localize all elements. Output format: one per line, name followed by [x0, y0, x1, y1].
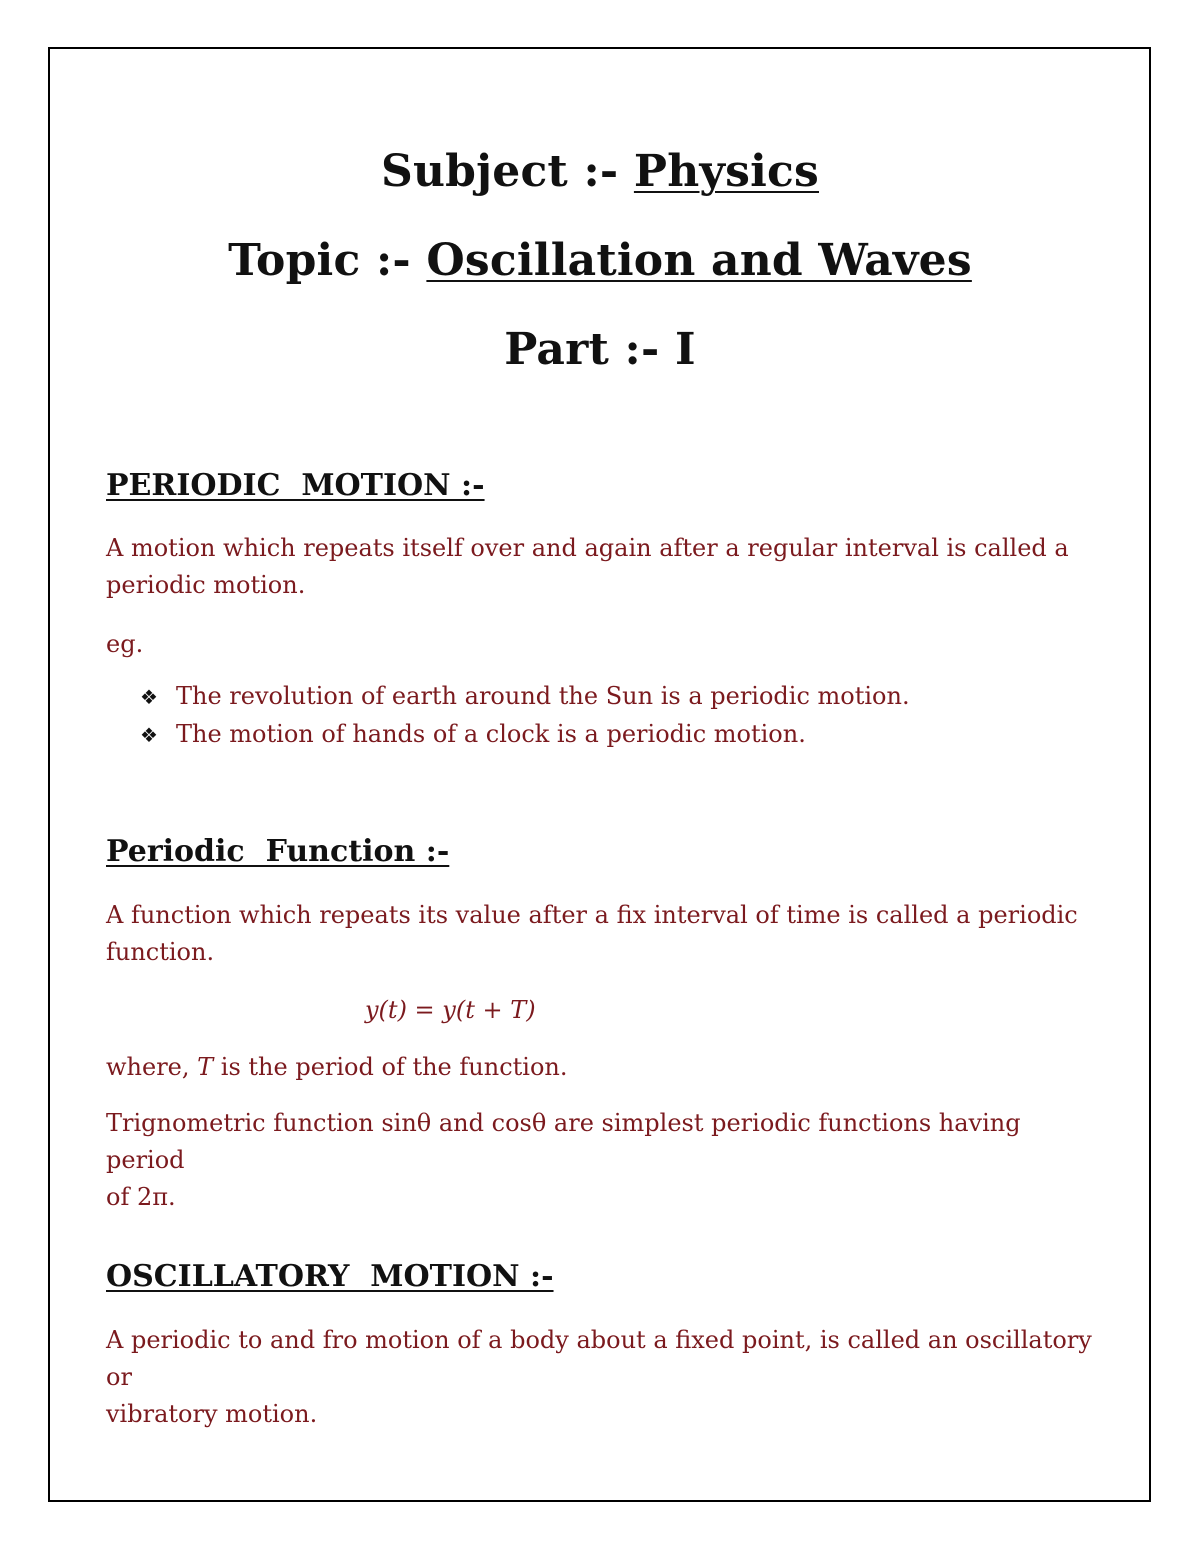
periodicity-formula: y(t) = y(t + T)	[365, 996, 536, 1024]
topic-value: Oscillation and Waves	[426, 235, 972, 286]
periodic-motion-definition-line1: A motion which repeats itself over and again after a regular interval is called a	[106, 534, 1069, 562]
periodic-function-heading: Periodic Function :-	[106, 834, 450, 869]
trig-line1: Trignometric function sinθ and cosθ are simplest periodic functions having period	[106, 1109, 1021, 1174]
where-variable: T	[197, 1053, 214, 1081]
trig-line2: of 2π.	[106, 1183, 176, 1211]
trig-functions-text	[106, 1105, 1096, 1216]
subject-title	[0, 146, 1200, 197]
periodic-motion-definition	[106, 530, 1096, 604]
topic-title	[0, 235, 1200, 286]
subject-label: Subject :-	[381, 146, 634, 197]
example-text: The motion of hands of a clock is a periodic motion.	[176, 720, 806, 748]
example-text: The revolution of earth around the Sun is a periodic motion.	[176, 682, 910, 710]
periodic-function-definition-line2: function.	[106, 938, 215, 966]
part-title	[0, 324, 1200, 375]
topic-label: Topic :-	[228, 235, 427, 286]
periodic-function-definition	[106, 897, 1096, 971]
list-item	[140, 682, 910, 710]
oscillatory-motion-heading: OSCILLATORY MOTION :-	[106, 1259, 554, 1294]
part-label: Part :-	[504, 324, 675, 375]
list-item	[140, 720, 806, 748]
part-value: I	[674, 324, 696, 375]
where-prefix: where,	[106, 1053, 198, 1081]
diamond-bullet-icon: ❖	[140, 723, 158, 747]
where-suffix: is the period of the function.	[213, 1053, 568, 1081]
subject-value: Physics	[633, 146, 819, 197]
oscillatory-definition-line1: A periodic to and fro motion of a body about a fixed point, is called an oscillatory or	[106, 1326, 1092, 1391]
periodic-function-definition-line1: A function which repeats its value after a fix interval of time is called a periodic	[106, 901, 1078, 929]
periodic-motion-heading: PERIODIC MOTION :-	[106, 468, 485, 503]
oscillatory-motion-definition	[106, 1322, 1096, 1433]
periodic-motion-definition-line2: periodic motion.	[106, 571, 306, 599]
diamond-bullet-icon: ❖	[140, 685, 158, 709]
where-line	[106, 1049, 1096, 1086]
eg-label: eg.	[106, 630, 144, 658]
oscillatory-definition-line2: vibratory motion.	[106, 1400, 318, 1428]
